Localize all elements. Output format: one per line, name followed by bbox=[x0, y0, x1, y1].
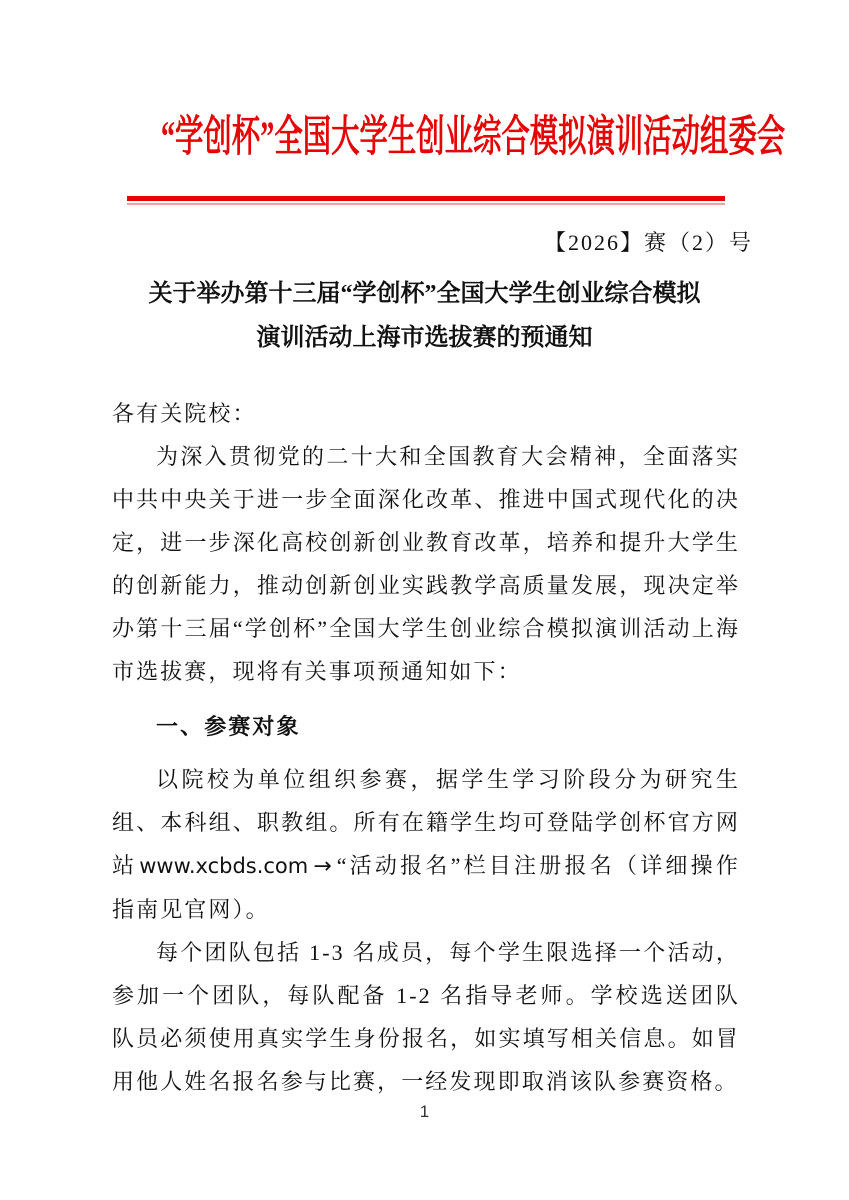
section-1-paragraph-2: 每个团队包括 1-3 名成员，每个学生限选择一个活动，参加一个团队，每队配备 1-2 名指导老师。学校选送团队队员必须使用真实学生身份报名，如实填写相关信息。如冒用他人姓名报名参与比赛，一经发现即取消该队参赛资格。 bbox=[112, 940, 740, 1094]
intro-paragraph: 为深入贯彻党的二十大和全国教育大会精神，全面落实中共中央关于进一步全面深化改革、推进中国式现代化的决定，进一步深化高校创新创业教育改革，培养和提升大学生的创新能力，推动创新创业实践教学高质量发展，现决定举办第十三届“学创杯”全国大学生创业综合模拟演训活动上海市选拔赛，现将有关事项预通知如下： bbox=[112, 444, 740, 684]
section-1-heading: 一、参赛对象 bbox=[156, 714, 301, 739]
divider-thick-line bbox=[127, 196, 725, 201]
document-title-line-1: 关于举办第十三届“学创杯”全国大学生创业综合模拟 bbox=[148, 281, 701, 307]
paragraph-text-before-url: 以院校为单位组织参赛，据学生学习阶段分为研究生组、本科组、职教组。所有在籍学生均可登陆学创杯官方网站 bbox=[112, 767, 740, 878]
document-body bbox=[112, 392, 740, 1103]
organization-name: “学创杯”全国大学生创业综合模拟演训活动组委会 bbox=[160, 114, 786, 161]
section-1-paragraph-1 bbox=[112, 758, 740, 931]
document-title bbox=[0, 272, 849, 360]
letterhead-divider bbox=[127, 196, 725, 205]
document-title-line-2: 演训活动上海市选拔赛的预通知 bbox=[256, 325, 593, 351]
salutation: 各有关院校： bbox=[112, 401, 257, 426]
divider-thin-line bbox=[127, 203, 725, 205]
document-number: 【2026】赛（2）号 bbox=[543, 230, 753, 255]
document-letterhead bbox=[0, 103, 849, 164]
paragraph-text-after-url: “活动报名”栏目注册报名（详细操作指南见官网）。 bbox=[112, 853, 740, 922]
right-arrow-icon: → bbox=[313, 854, 332, 879]
page-number: 1 bbox=[419, 1102, 430, 1121]
registration-url: www.xcbds.com bbox=[139, 854, 309, 878]
